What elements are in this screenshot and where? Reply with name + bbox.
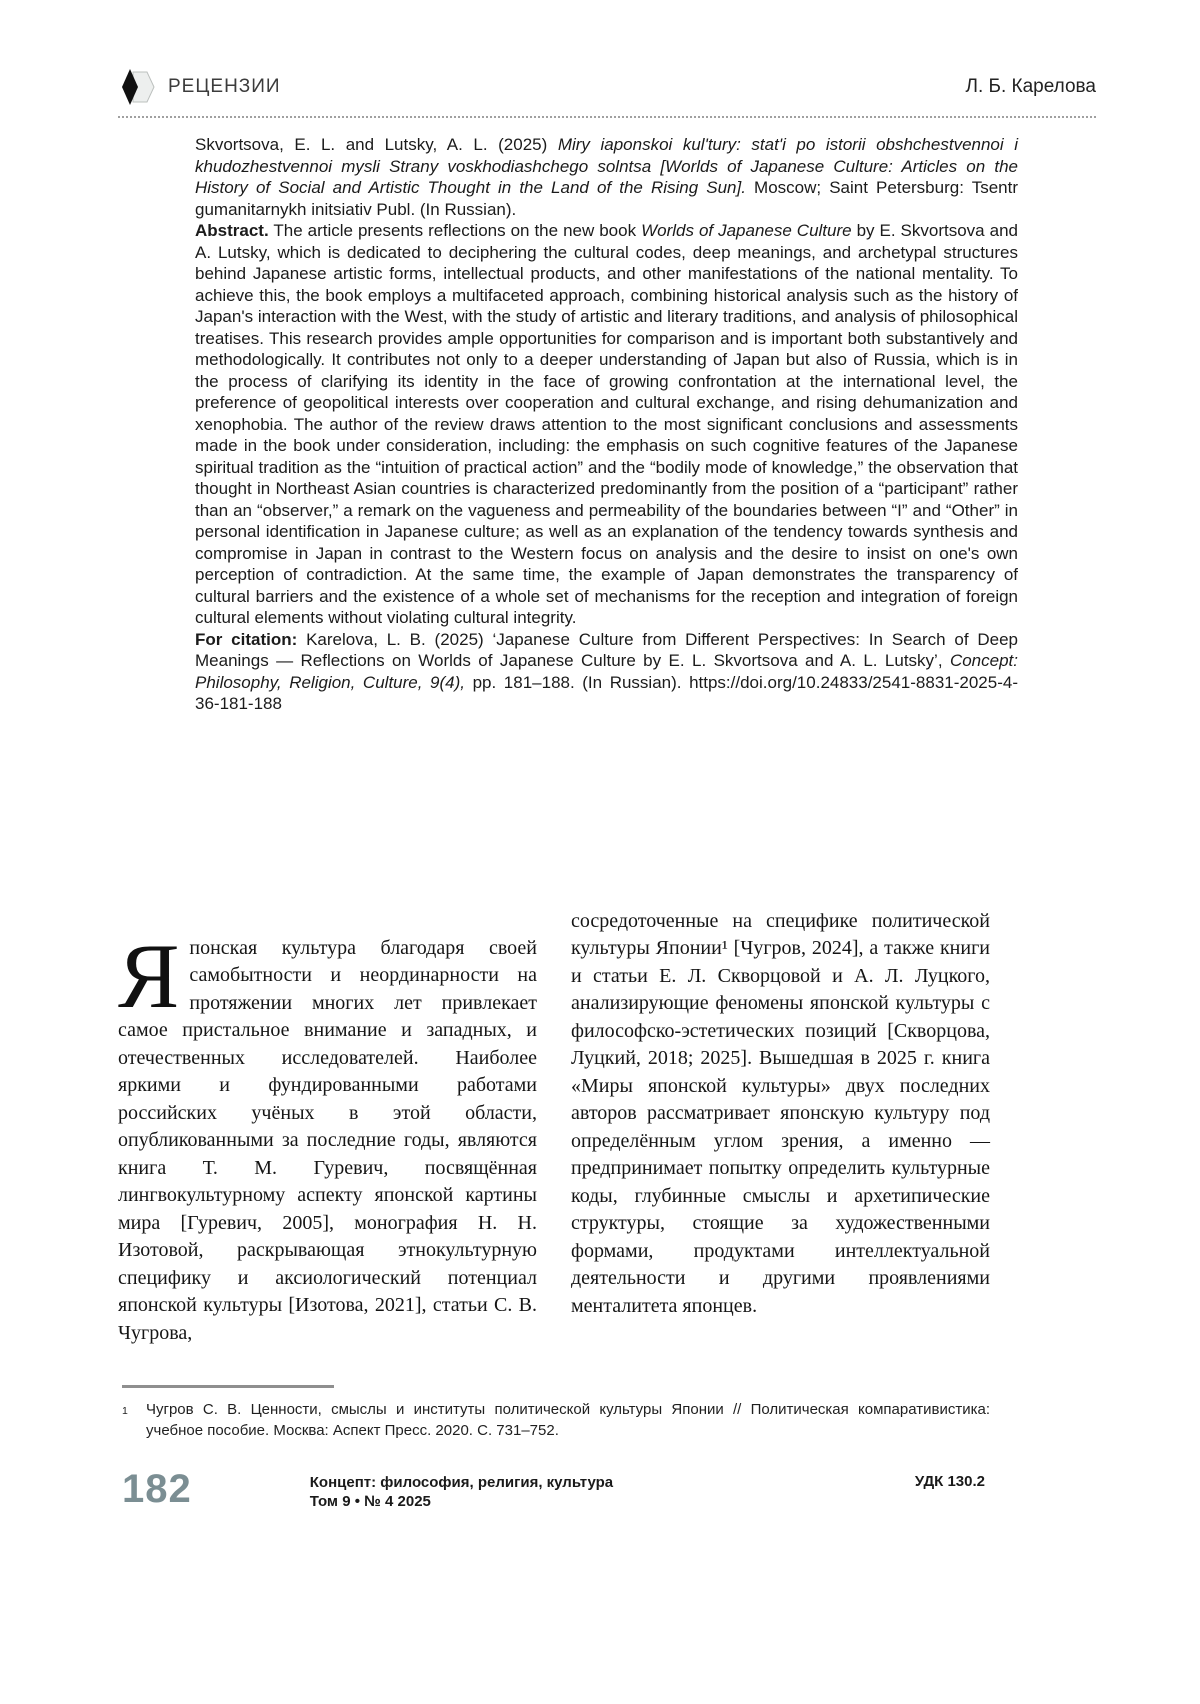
page-number: 182 bbox=[122, 1467, 192, 1511]
for-citation-label: For citation: bbox=[195, 629, 298, 649]
footnote-text: Чугров С. В. Ценности, смыслы и институты политической культуры Японии // Политическая компаративистика: учебное пособие. Москва: Аспект Пресс. 2020. С. 731–752. bbox=[146, 1401, 990, 1439]
left-column bbox=[118, 908, 537, 1348]
footnote-divider bbox=[122, 1385, 334, 1388]
journal-issue: Том 9 • № 4 2025 bbox=[309, 1493, 431, 1510]
journal-info bbox=[310, 1467, 613, 1511]
header-left bbox=[118, 67, 281, 107]
for-citation-roman-1: Karelova, L. B. (2025) ‘Japanese Culture from Different Perspectives: In Search of Deep Meanings — Reflections on Worlds of Japanese Culture by E. L. Skvortsova and A. L. Lutsky’, bbox=[195, 629, 1019, 670]
running-head-author: Л. Б. Карелова bbox=[965, 76, 1096, 97]
abstract-book-title: Worlds of Japanese Culture bbox=[641, 221, 852, 240]
abstract-text-1: The article presents reflections on the new book bbox=[268, 221, 642, 240]
doi-link[interactable]: https://doi.org/10.24833/2541-8831-2025-4-36-181-188 bbox=[195, 672, 1018, 713]
for-citation-roman-2: pp. 181–188. (In Russian). bbox=[465, 672, 690, 692]
book-citation bbox=[195, 134, 1018, 220]
citation-title-italic: Miry iaponskoi kul'tury: stat'i po istorii obshchestvennoi i khudozhestvennoi mysli Strany voskhodiashchego solntsa [Worlds of Japanese Culture: Articles on the History of Social and Artistic Thought in the Land of the Rising Sun]. bbox=[195, 135, 1018, 197]
page-footer bbox=[122, 1467, 985, 1511]
citation-roman-1: Skvortsova, E. L. and Lutsky, A. L. (2025) bbox=[195, 135, 558, 154]
left-column-paragraph bbox=[118, 924, 537, 1348]
right-column-text: сосредоточенные на специфике политической культуры Японии¹ [Чугров, 2024], а также книги и статьи Е. Л. Скворцовой и А. Л. Луцкого, анализирующие феномены японской культуры с философско-эстетических позиций [Скворцова, Луцкий, 2018; 2025]. Вышедшая в 2025 г. книга «Миры японской культуры» двух последних авторов рассматривает японскую культуру под определённым углом зрения, а именно — предпринимает попытку определить культурные коды, глубинные смыслы и архетипические структуры, стоящие за художественными формами, продуктами интеллектуальной деятельности и другими проявлениями менталитета японцев. bbox=[571, 909, 990, 1317]
journal-logo-icon bbox=[118, 67, 156, 107]
journal-title: Концепт: философия, религия, культура bbox=[309, 1474, 614, 1491]
for-citation-journal-italic: Concept: Philosophy, Religion, Culture, 9(4), bbox=[195, 651, 1018, 692]
for-citation-paragraph bbox=[195, 629, 1018, 715]
dotted-divider bbox=[118, 116, 1096, 118]
left-column-text: понская культура благодаря своей самобытности и неординарности на протяжении многих лет привлекает самое пристальное внимание и западных, и отечественных исследователей. Наиболее яркими и фундированными работами российских учёных в этой области, опубликованными за последние годы, являются книга Т. М. Гуревич, посвящённая лингвокультурному аспекту японской картины мира [Гуревич, 2005], монография Н. Н. Изотовой, раскрывающая этнокультурную специфику и аксиологический потенциал японской культуры [Изотова, 2021], статьи С. В. Чугрова, bbox=[118, 936, 537, 1344]
right-column bbox=[571, 908, 990, 1348]
abstract-label: Abstract. bbox=[195, 221, 269, 240]
footnote-marker: 1 bbox=[122, 1405, 128, 1417]
citation-roman-2: Moscow; Saint Petersburg: Tsentr gumanitarnykh initsiativ Publ. (In Russian). bbox=[195, 178, 1019, 219]
footnote bbox=[122, 1400, 990, 1441]
udk-code: УДК 130.2 bbox=[914, 1473, 985, 1490]
front-matter bbox=[195, 134, 1018, 715]
abstract-text-2: by E. Skvortsova and A. Lutsky, which is dedicated to deciphering the cultural codes, deep meanings, and archetypal structures behind Japanese artistic forms, intellectual products, and other manifestations of the national mentality. To achieve this, the book employs a multifaceted approach, combining historical analysis such as the history of Japan's interaction with the West, with the study of artistic and literary traditions, and analysis of philosophical treatises. This research provides ample opportunities for comparison and is important both substantively and methodologically. It contributes not only to a deeper understanding of Japan but also of Russia, which is in the process of clarifying its identity in the face of growing confrontation at the international level, the preference of geopolitical interests over cooperation and cultural exchange, and rising dehumanization and xenophobia. The author of the review draws attention to the most significant conclusions and assessments made in the book under consideration, including: the emphasis on such cognitive features of the Japanese spiritual tradition as the “intuition of practical action” and the “bodily mode of knowledge,” the observation that thought in Northeast Asian countries is characterized predominantly from the position of a “participant” rather than an “observer,” a remark on the vagueness and permeability of the boundaries between “I” and “Other” in personal identification in Japanese culture; as well as an explanation of the tendency towards synthesis and compromise in Japan in contrast to the Western focus on analysis and the desire to insist on one's own perception of contradiction. At the same time, the example of Japan demonstrates the transparency of cultural barriers and the existence of a whole set of mechanisms for the reception and integration of foreign cultural elements without violating cultural integrity. bbox=[195, 221, 1018, 627]
page-header bbox=[0, 0, 1200, 108]
drop-cap: Я bbox=[118, 924, 180, 1027]
article-body bbox=[118, 908, 990, 1348]
abstract-paragraph bbox=[195, 220, 1018, 629]
section-title: РЕЦЕНЗИИ bbox=[168, 76, 281, 97]
